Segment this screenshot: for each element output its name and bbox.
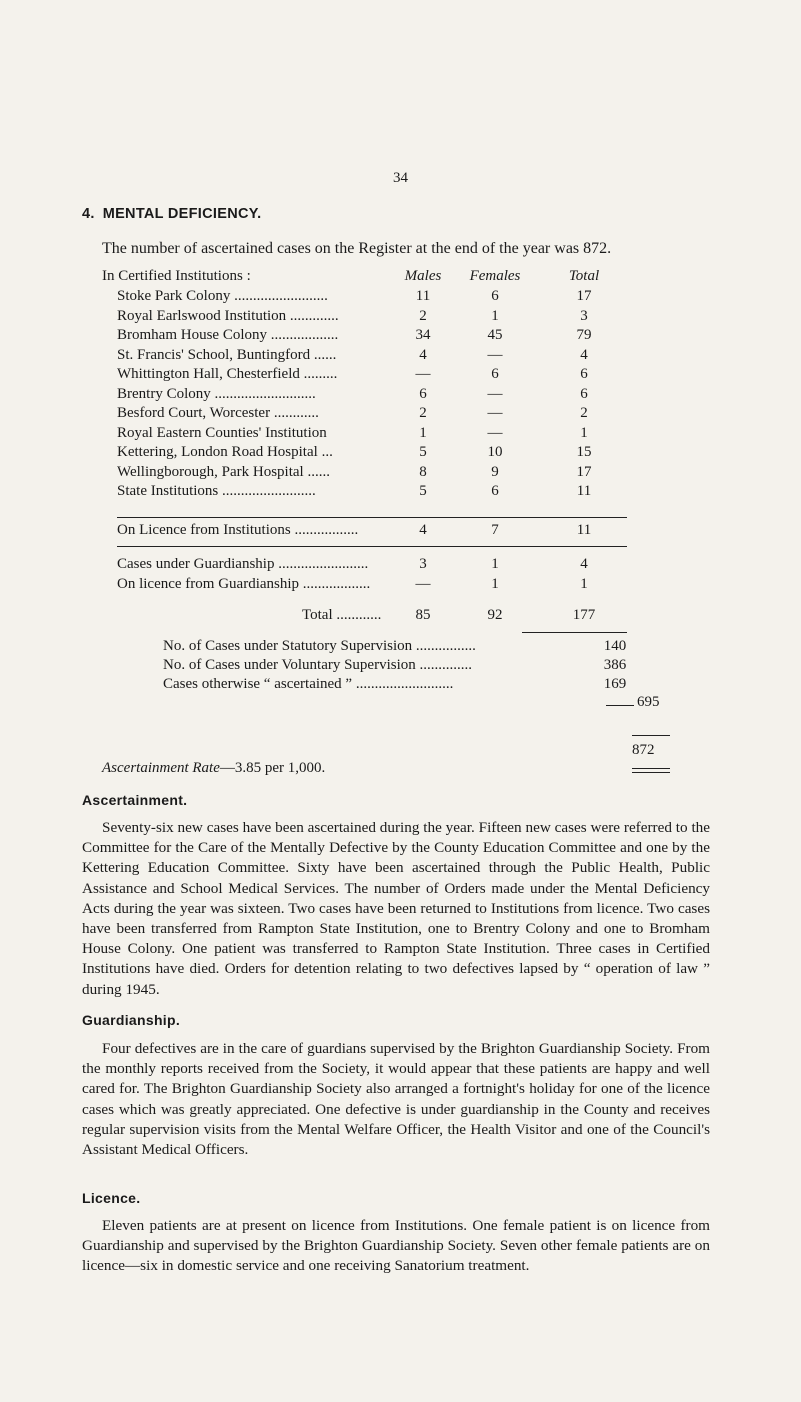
column-header-total: Total [568,268,600,284]
cell-females: 6 [491,483,499,499]
row-label: Total [302,607,333,623]
cell-total: 177 [572,607,596,623]
supervision-row [0,638,801,658]
row-leader: ............. [286,307,339,324]
cell-males: 6 [419,385,427,402]
row-leader: .............. [415,657,473,673]
row-label: On licence from Guardianship [117,576,300,592]
cell-males: 34 [415,327,431,343]
section-heading-licence: Licence. [82,1190,141,1206]
table-divider [117,517,627,518]
supervision-row [0,657,801,677]
row-label: Kettering, London Road Hospital [117,444,318,460]
section-number: 4. [82,206,95,222]
section-title: MENTAL DEFICIENCY. [102,206,262,222]
row-label: Royal Earlswood Institution [117,307,287,324]
institution-row [0,347,801,367]
paragraph-licence: Eleven patients are at present on licence from Institutions. One female patient is on licence from Guardianship and supervised by the Brighton Guardianship Society. Seven other female patients are on licence—six in domestic service and one receiving Sanatorium treatment. [82,1217,710,1275]
subtotal-dash [606,705,634,706]
cell-total: 2 [580,405,588,421]
section-heading [82,206,261,222]
cell-total: 11 [576,522,592,538]
institution-row [0,327,801,347]
row-label: Besford Court, Worcester [117,405,271,421]
licence-row [0,522,801,542]
row-label: Wellingborough, Park Hospital [117,463,304,480]
row-label: St. Francis' School, Buntingford [117,346,311,363]
cell-males: — [415,366,431,382]
cell-males: 1 [419,424,427,441]
cell-males: 11 [415,288,431,304]
row-leader: ............ [270,405,319,421]
row-leader: ........................... [210,385,316,402]
cell-total: 4 [580,346,588,363]
cell-females: 10 [487,444,503,460]
institution-row [0,288,801,308]
institution-row [0,483,801,503]
double-underline [632,768,670,773]
cell-total: 6 [580,385,588,402]
cell-males: — [415,576,431,592]
institution-row [0,425,801,445]
supervision-label: No. of Cases under Voluntary Supervision [163,657,416,673]
cell-total: 6 [580,366,588,382]
cell-females: 6 [491,366,499,382]
institution-row [0,366,801,386]
cell-females: 1 [491,576,499,592]
cell-females: 92 [487,607,503,623]
table-header-row [0,268,801,288]
cell-males: 4 [419,522,427,538]
cell-females: — [487,346,503,363]
table-divider [117,546,627,547]
cell-females: 7 [491,522,499,538]
institution-row [0,444,801,464]
rate-value: —3.85 per 1,000. [219,760,326,776]
supervision-value: 169 [603,676,627,692]
cell-males: 2 [419,307,427,324]
row-label: Stoke Park Colony [117,288,231,304]
intro-sentence: The number of ascertained cases on the Register at the end of the year was 872. [102,240,612,257]
cell-males: 5 [419,483,427,499]
supervision-label: Cases otherwise “ ascertained ” [163,676,353,692]
cell-females: — [487,385,503,402]
cell-females: 9 [491,463,499,480]
institution-row [0,405,801,425]
column-header-males: Males [404,268,442,284]
row-leader: .......................... [352,676,454,692]
cell-females: — [487,405,503,421]
row-leader: ...... [310,346,337,363]
row-leader: ................ [412,638,476,654]
paragraph-ascertainment: Seventy-six new cases have been ascertained during the year. Fifteen new cases were referred to the Committee for the Care of the Mentally Defective by the County Education Committee and one by the Kettering Education Committee. Sixty have been ascertained through the Public Health, Public Assistance and School Medical Services. The number of Orders made under the Mental Deficiency Acts during the year was sixteen. Two cases have been returned to Institutions from licence. Two cases have been transferred from Rampton State Institution, one to Brentry Colony and one to Bromham House Colony. One patient was transferred to Rampton State Institution. Three cases in Certified Institutions have died. Orders for detention relating to two defectives lapsed by “ operation of law ” during 1945. [82,819,710,998]
supervision-row [0,676,801,696]
paragraph-guardianship: Four defectives are in the care of guardians supervised by the Brighton Guardianship Society. From the monthly reports received from the Society, it would appear that these patients are happy and well cared for. The Brighton Guardianship Society also arranged a fortnight's holiday for one of the licence cases which was greatly appreciated. One defective is under guardianship in the County and receives regular supervision visits from the Mental Welfare Officer, the Health Visitor and one of the Council's Assistant Medical Officers. [82,1040,710,1159]
grand-total-rule [632,735,670,736]
supervision-value: 140 [603,638,627,654]
row-label: Cases under Guardianship [117,556,275,572]
grand-total: 872 [632,742,655,758]
ascertainment-rate [102,760,325,777]
row-label: Brentry Colony [117,385,211,402]
total-underline [522,632,627,633]
rate-label: Ascertainment Rate [102,760,220,776]
row-label: On Licence from Institutions [117,522,291,538]
cell-males: 85 [415,607,431,623]
cell-total: 15 [576,444,592,460]
row-leader: ........................ [274,556,369,572]
section-heading-ascertainment: Ascertainment. [82,792,188,808]
cell-total: 4 [580,556,588,572]
cell-males: 5 [419,444,427,460]
cell-females: 1 [491,556,499,572]
institution-row [0,308,801,328]
cell-total: 3 [580,307,588,324]
institution-row [0,386,801,406]
guardianship-row [0,556,801,576]
column-header-females: Females [469,268,521,284]
row-leader: ................. [290,522,359,538]
cell-total: 1 [580,576,588,592]
row-leader: .................. [267,327,339,343]
cell-females: 6 [491,288,499,304]
institution-row [0,464,801,484]
section-heading-guardianship: Guardianship. [82,1012,181,1028]
cell-total: 79 [576,327,592,343]
row-label: Bromham House Colony [117,327,267,343]
total-row [0,607,801,627]
row-label: Royal Eastern Counties' Institution [117,424,327,441]
cell-females: 1 [491,307,499,324]
supervision-label: No. of Cases under Statutory Supervision [163,638,413,654]
cell-females: — [487,424,503,441]
cell-total: 1 [580,424,588,441]
row-label: Whittington Hall, Chesterfield [117,366,300,382]
group-label: In Certified Institutions : [102,268,251,284]
row-label: State Institutions [117,483,219,499]
row-leader: ......................... [230,288,328,304]
cell-total: 11 [576,483,592,499]
cell-males: 2 [419,405,427,421]
row-leader: ............ [332,607,382,623]
page-number: 34 [393,170,408,186]
subtotal-value: 695 [637,694,660,710]
cell-total: 17 [576,288,592,304]
guardianship-licence-row [0,576,801,596]
supervision-value: 386 [603,657,627,673]
cell-females: 45 [487,327,503,343]
cell-males: 3 [419,556,427,572]
cell-total: 17 [576,463,592,480]
row-leader: .................. [299,576,371,592]
row-leader: ... [317,444,333,460]
row-leader: ...... [303,463,330,480]
cell-males: 4 [419,346,427,363]
row-leader: ......................... [218,483,316,499]
row-leader: ......... [299,366,338,382]
cell-males: 8 [419,463,427,480]
